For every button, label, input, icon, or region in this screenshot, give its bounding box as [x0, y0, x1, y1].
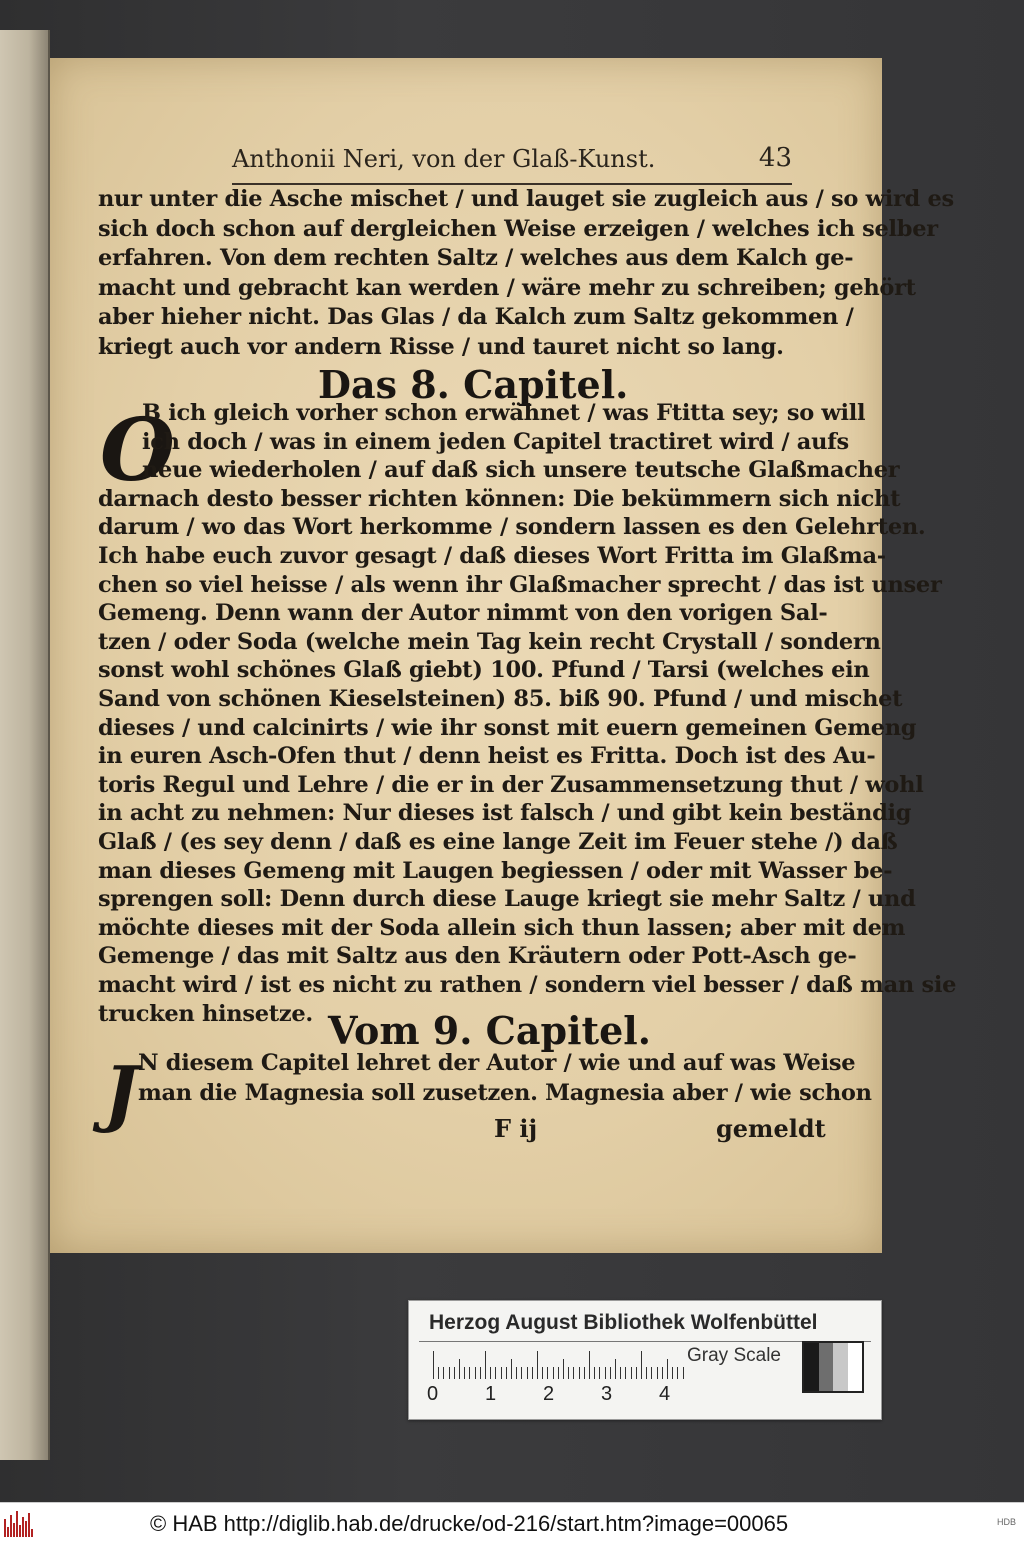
ruler-tick: [495, 1367, 496, 1379]
logo-bar: [28, 1513, 30, 1537]
running-title: Anthonii Neri, von der Glaß-Kunst.: [232, 145, 656, 173]
gray-scale-label: Gray Scale: [687, 1345, 781, 1366]
ruler-tick: [449, 1367, 450, 1379]
color-target-card: [408, 1300, 882, 1420]
text-line: in acht zu nehmen: Nur dieses ist falsch / und gibt kein beständig: [98, 800, 912, 827]
gray-patch: [819, 1343, 834, 1391]
ruler-tick: [651, 1367, 652, 1379]
ruler-tick: [490, 1367, 491, 1379]
text-line: kriegt auch vor andern Risse / und tauret nicht so lang.: [98, 333, 784, 360]
ruler-tick: [475, 1367, 476, 1379]
gray-patch: [848, 1343, 863, 1391]
ruler-tick: [532, 1367, 533, 1379]
ruler-tick: [589, 1351, 590, 1379]
ruler-tick: [459, 1359, 460, 1379]
chapter-9-heading: Vom 9. Capitel.: [328, 1008, 651, 1053]
ruler-tick: [636, 1367, 637, 1379]
text-line: darum / wo das Wort herkomme / sondern lassen es den Gelehrten.: [98, 514, 926, 541]
dropcap-chapter-9: J: [104, 1050, 139, 1135]
ruler-number: 1: [485, 1383, 497, 1405]
logo-bar: [13, 1523, 15, 1537]
text-line: macht wird / ist es nicht zu rathen / sondern viel besser / daß man sie: [98, 972, 957, 998]
text-line: B ich gleich vorher schon erwähnet / was Ftitta sey; so will: [142, 400, 866, 426]
text-line: möchte dieses mit der Soda allein sich thun lassen; aber mit dem: [98, 914, 906, 941]
ruler-tick: [594, 1367, 595, 1379]
ruler-tick: [438, 1367, 439, 1379]
text-line: erfahren. Von dem rechten Saltz / welches aus dem Kalch ge-: [98, 245, 854, 271]
signature-mark: F ij: [494, 1114, 538, 1143]
text-line: sich doch schon auf dergleichen Weise erzeigen / welches ich selber: [98, 215, 938, 242]
ruler-tick: [558, 1367, 559, 1379]
text-line: macht und gebracht kan werden / wäre mehr zu schreiben; gehört: [98, 274, 916, 301]
footer-corner-mark: HDB: [996, 1517, 1016, 1527]
ruler-tick: [579, 1367, 580, 1379]
text-line: Ich habe euch zuvor gesagt / daß dieses Wort Fritta im Glaßma-: [98, 543, 886, 569]
ruler-tick: [584, 1367, 585, 1379]
chapter-8-heading: Das 8. Capitel.: [318, 362, 629, 407]
text-line: dieses / und calcinirts / wie ihr sonst mit euern gemeinen Gemeng: [98, 714, 917, 741]
logo-bar: [25, 1521, 27, 1537]
gray-patch: [833, 1343, 848, 1391]
ruler-tick: [620, 1367, 621, 1379]
hab-logo-icon: [4, 1511, 42, 1537]
ruler-tick: [568, 1367, 569, 1379]
ruler-tick: [501, 1367, 502, 1379]
ruler-tick: [547, 1367, 548, 1379]
ruler-tick: [625, 1367, 626, 1379]
ruler-tick: [553, 1367, 554, 1379]
text-line: trucken hinsetze.: [98, 1000, 313, 1027]
ruler-tick: [511, 1359, 512, 1379]
text-line: man dieses Gemeng mit Laugen begiessen / oder mit Wasser be-: [98, 857, 893, 884]
text-line: man die Magnesia soll zusetzen. Magnesia aber / wie schon: [138, 1080, 872, 1106]
logo-bar: [16, 1511, 18, 1537]
footer-bar: [0, 1502, 1024, 1545]
ruler-tick: [454, 1367, 455, 1379]
logo-bar: [31, 1529, 33, 1537]
ruler-tick: [516, 1367, 517, 1379]
catchword: gemeldt: [716, 1114, 826, 1143]
gray-scale-patches: [802, 1341, 864, 1393]
text-line: nur unter die Asche mischet / und lauget sie zugleich aus / so wird es: [98, 186, 954, 212]
library-name: Herzog August Bibliothek Wolfenbüttel: [429, 1311, 818, 1334]
text-line: neue wiederholen / auf daß sich unsere teutsche Glaßmacher: [142, 457, 900, 484]
logo-bar: [19, 1525, 21, 1537]
text-line: Sand von schönen Kieselsteinen) 85. biß 90. Pfund / und mischet: [98, 686, 903, 712]
text-line: N diesem Capitel lehret der Autor / wie und auf was Weise: [138, 1050, 856, 1076]
text-line: aber hieher nicht. Das Glas / da Kalch zum Saltz gekommen /: [98, 304, 854, 330]
ruler-tick: [443, 1367, 444, 1379]
running-head: [232, 145, 792, 185]
ruler-number: 4: [659, 1383, 671, 1405]
ruler-tick: [433, 1351, 434, 1379]
ruler-tick: [657, 1367, 658, 1379]
ruler-tick: [506, 1367, 507, 1379]
text-line: Gemeng. Denn wann der Autor nimmt von den vorigen Sal-: [98, 600, 828, 627]
ruler-tick: [646, 1367, 647, 1379]
ruler-tick: [677, 1367, 678, 1379]
ruler-tick: [563, 1359, 564, 1379]
text-line: in euren Asch-Ofen thut / denn heist es Fritta. Doch ist des Au-: [98, 743, 876, 770]
ruler-tick: [480, 1367, 481, 1379]
text-line: sprengen soll: Denn durch diese Lauge kriegt sie mehr Saltz / und: [98, 886, 916, 913]
text-line: Gemenge / das mit Saltz aus den Kräutern oder Pott-Asch ge-: [98, 943, 857, 970]
logo-bar: [4, 1519, 6, 1537]
ruler-tick: [615, 1359, 616, 1379]
ruler-tick: [573, 1367, 574, 1379]
text-line: chen so viel heisse / als wenn ihr Glaßmacher sprecht / das ist unser: [98, 571, 942, 598]
ruler-tick: [605, 1367, 606, 1379]
ruler-tick: [469, 1367, 470, 1379]
logo-bar: [10, 1515, 12, 1537]
ruler-tick: [599, 1367, 600, 1379]
ruler-number: 2: [543, 1383, 555, 1405]
logo-bar: [22, 1517, 24, 1537]
text-line: Glaß / (es sey denn / daß es eine lange Zeit im Feuer stehe /) daß: [98, 829, 898, 855]
previous-page-edge: [0, 30, 50, 1460]
ruler-tick: [631, 1367, 632, 1379]
text-line: toris Regul und Lehre / die er in der Zusammensetzung thut / wohl: [98, 771, 924, 798]
ruler-tick: [667, 1359, 668, 1379]
ruler-number: 3: [601, 1383, 613, 1405]
dropcap-chapter-8: O: [100, 400, 175, 501]
ruler-tick: [672, 1367, 673, 1379]
logo-bar: [7, 1527, 9, 1537]
ruler-tick: [683, 1367, 684, 1379]
ruler-tick: [485, 1351, 486, 1379]
ruler-tick: [610, 1367, 611, 1379]
ruler-scale: [433, 1349, 685, 1379]
ruler-tick: [641, 1351, 642, 1379]
ruler-numbers: [427, 1383, 697, 1407]
ruler-tick: [537, 1351, 538, 1379]
ruler-number: 0: [427, 1383, 439, 1405]
text-line: ich doch / was in einem jeden Capitel tractiret wird / aufs: [142, 428, 849, 455]
text-line: tzen / oder Soda (welche mein Tag kein recht Crystall / sondern: [98, 628, 881, 655]
gray-patch: [804, 1343, 819, 1391]
ruler-tick: [542, 1367, 543, 1379]
text-line: darnach desto besser richten können: Die bekümmern sich nicht: [98, 485, 901, 512]
ruler-tick: [527, 1367, 528, 1379]
ruler-tick: [464, 1367, 465, 1379]
page-number: 43: [758, 143, 792, 173]
text-line: sonst wohl schönes Glaß giebt) 100. Pfund / Tarsi (welches ein: [98, 657, 870, 684]
ruler-tick: [521, 1367, 522, 1379]
footer-credit: © HAB http://diglib.hab.de/drucke/od-216/start.htm?image=00065: [150, 1511, 789, 1536]
ruler-tick: [662, 1367, 663, 1379]
